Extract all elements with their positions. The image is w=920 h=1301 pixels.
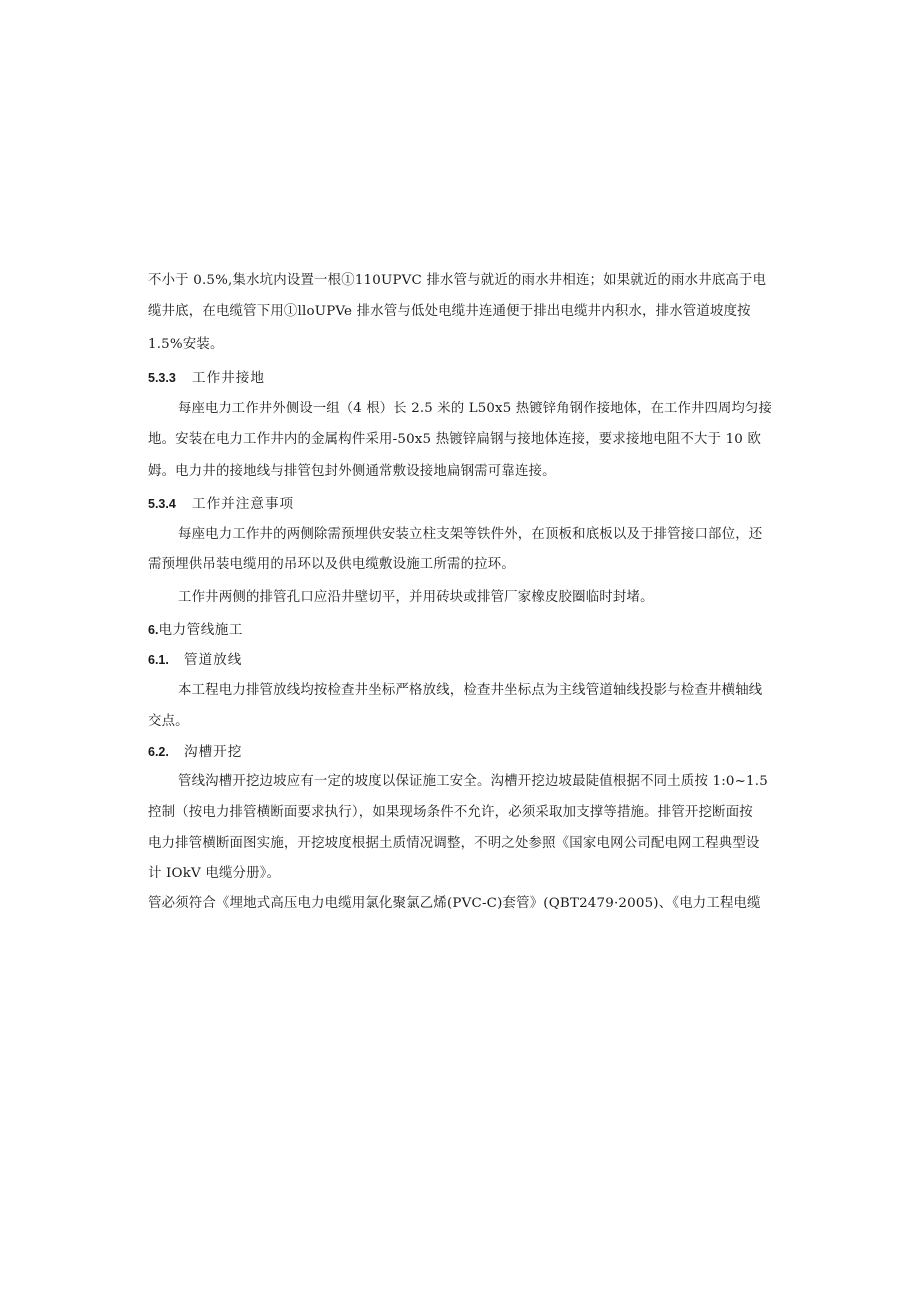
body-text-line: 计 IOkV 电缆分册》。 <box>148 866 281 881</box>
section-title: 沟槽开挖 <box>184 744 243 760</box>
body-text-line: 工作井两侧的排管孔口应沿井壁切平，并用砖块或排管厂家橡皮胶圈临时封堵。 <box>178 590 654 605</box>
body-text-line: 1.5%安装。 <box>148 337 224 352</box>
body-text-line: 交点。 <box>148 714 189 729</box>
body-text-line: 缆井底，在电缆管下用①lloUPVe 排水管与低处电缆井连通便于排出电缆井内积水，排水管道坡度按 <box>148 304 751 319</box>
section-heading-6-1 <box>148 650 242 670</box>
body-text-line: 管线沟槽开挖边坡应有一定的坡度以保证施工安全。沟槽开挖边坡最陡值根据不同土质按 1:0~1.5 <box>178 774 768 789</box>
body-text-line: 每座电力工作井外侧设一组（4 根）长 2.5 米的 L50x5 热镀锌角钢作接地体，在工作井四周均匀接 <box>178 401 772 416</box>
section-number: 5.3.4 <box>148 497 176 511</box>
body-text-line: 控制（按电力排管横断面要求执行），如果现场条件不允许，必须采取加支撑等措施。排管开挖断面按 <box>148 805 753 820</box>
section-number: 6.1. <box>148 653 169 667</box>
body-text-line: 姆。电力井的接地线与排管包封外侧通常敷设接地扁钢需可靠连接。 <box>148 464 556 479</box>
body-text-line: 需预埋供吊装电缆用的吊环以及供电缆敷设施工所需的拉环。 <box>148 557 515 572</box>
section-number: 6.2. <box>148 745 169 759</box>
section-number: 6. <box>148 623 159 637</box>
body-text-line: 管必须符合《埋地式高压电力电缆用氯化聚氯乙烯(PVC-C)套管》(QBT2479·2005)、《电力工程电缆 <box>148 896 761 911</box>
body-text-line: 本工程电力排管放线均按检查井坐标严格放线，检查井坐标点为主线管道轴线投影与检查井横轴线 <box>178 683 763 698</box>
section-title: 工作井接地 <box>192 370 265 386</box>
section-title: 电力管线施工 <box>158 622 243 638</box>
body-text-line: 电力排管横断面图实施，开挖坡度根据土质情况调整，不明之处参照《国家电网公司配电网工程典型设 <box>148 836 760 851</box>
section-heading-5-3-3 <box>148 368 265 388</box>
section-title: 工作并注意事项 <box>192 496 295 512</box>
body-text-line: 地。安装在电力工作井内的金属构件采用-50x5 热镀锌扁钢与接地体连接，要求接地电阻不大于 10 欧 <box>148 432 762 447</box>
section-heading-6 <box>148 620 243 640</box>
section-heading-5-3-4 <box>148 494 294 514</box>
section-title: 管道放线 <box>184 652 243 668</box>
section-number: 5.3.3 <box>148 371 176 385</box>
body-text-line: 每座电力工作井的两侧除需预埋供安装立柱支架等铁件外，在顶板和底板以及于排管接口部位，还 <box>178 527 763 542</box>
body-text-line: 不小于 0.5%,集水坑内设置一根①110UPVC 排水管与就近的雨水井相连；如果就近的雨水井底高于电 <box>148 273 767 288</box>
section-heading-6-2 <box>148 742 242 762</box>
